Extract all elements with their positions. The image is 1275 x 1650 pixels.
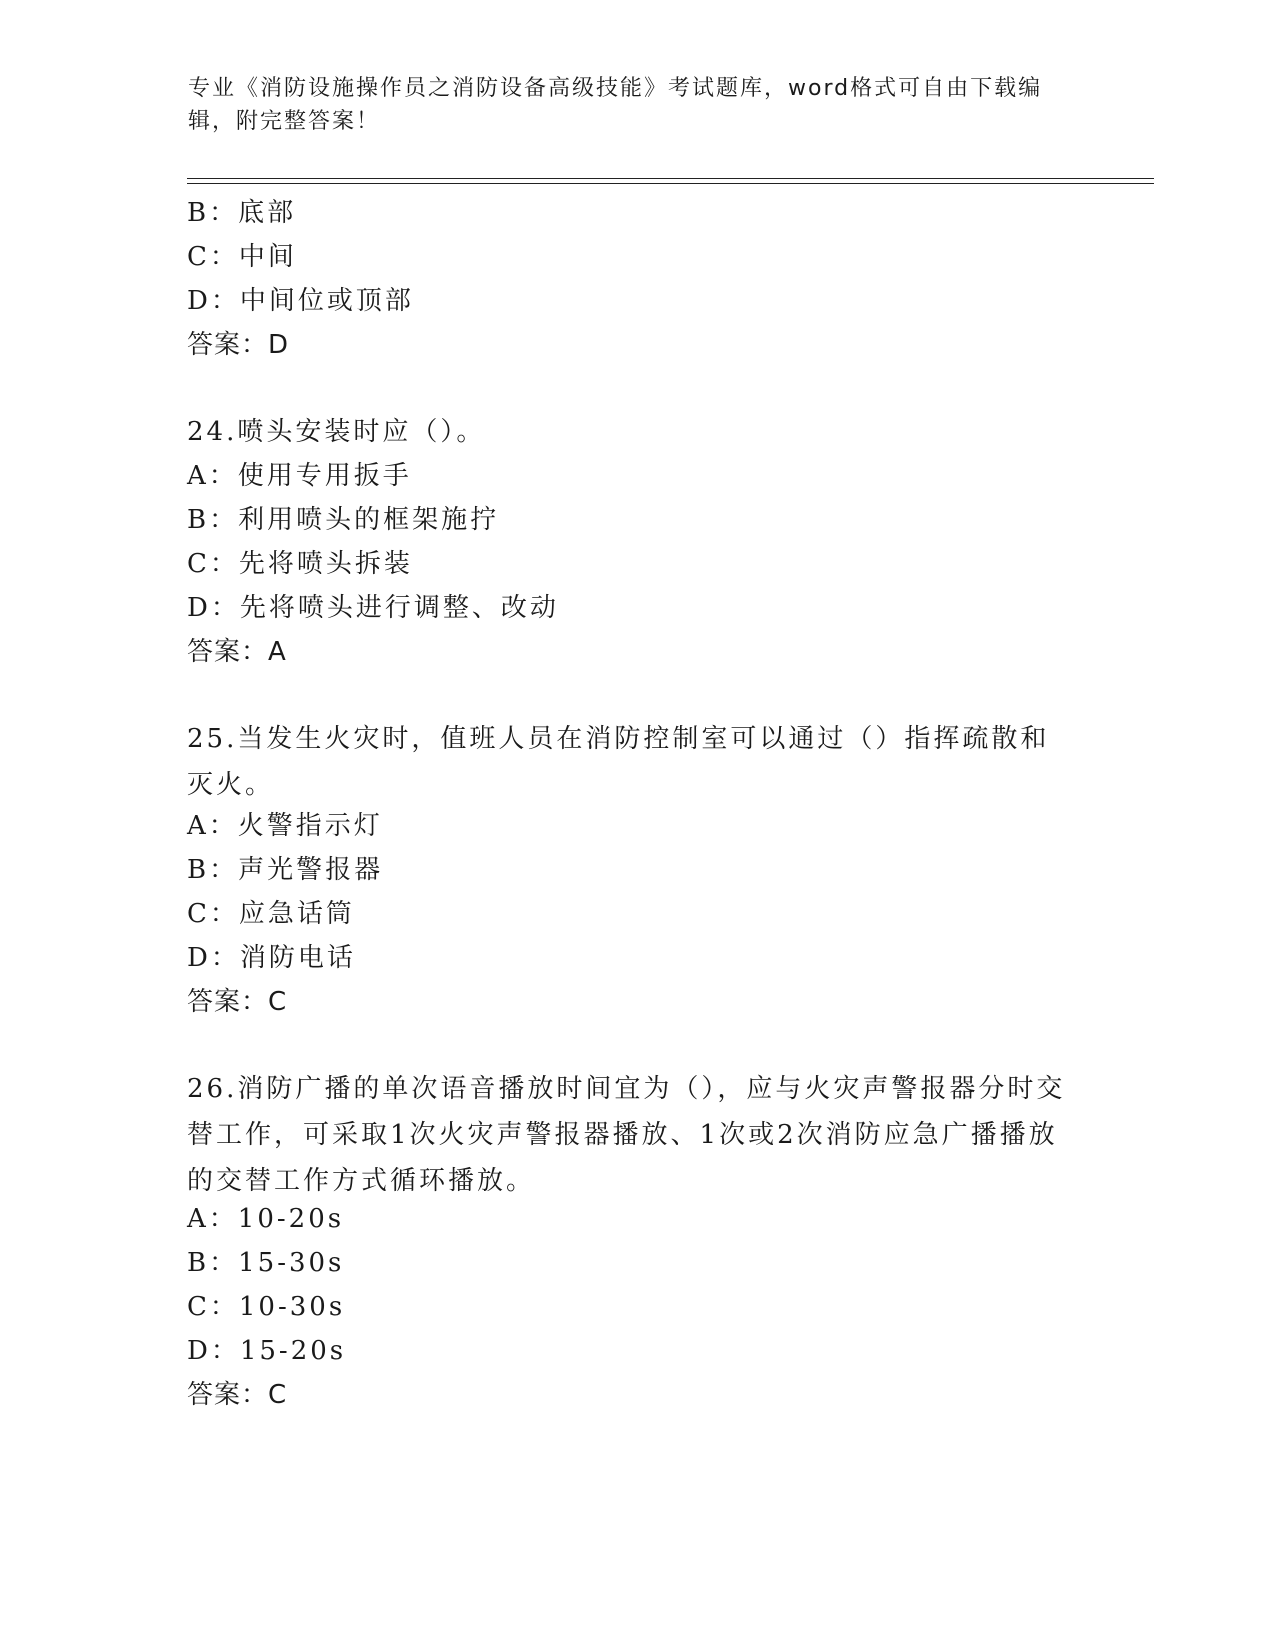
question-26-option-d: D：15-20s: [187, 1336, 347, 1366]
question-25-option-a: A：火警指示灯: [187, 811, 383, 841]
question-26-option-a: A：10-20s: [187, 1204, 345, 1234]
question-26-stem: 26.消防广播的单次语音播放时间宜为（），应与火灾声警报器分时交替工作，可采取1次火灾声警报器播放、1次或2次消防应急广播播放的交替工作方式循环播放。: [187, 1074, 1066, 1196]
question-24-option-b: B：利用喷头的框架施拧: [187, 505, 500, 535]
question-25-answer: 答案：C: [187, 987, 288, 1017]
question-25-stem: 25.当发生火灾时，值班人员在消防控制室可以通过（）指挥疏散和灭火。: [187, 724, 1050, 800]
question-26-option-b: B：15-30s: [187, 1248, 345, 1278]
question-26-answer: 答案：C: [187, 1380, 288, 1410]
header-divider-top: [187, 178, 1154, 179]
question-25-option-d: D：消防电话: [187, 943, 356, 973]
question-24-option-c: C：先将喷头拆装: [187, 549, 413, 579]
document-header: 专业《消防设施操作员之消防设备高级技能》考试题库，word格式可自由下载编辑，附完整答案！: [188, 76, 1043, 134]
question-24-option-a: A：使用专用扳手: [187, 461, 412, 491]
option-b: B：底部: [187, 198, 297, 228]
question-24-stem: 24.喷头安装时应（）。: [187, 417, 486, 447]
question-24-answer: 答案：A: [187, 637, 287, 667]
question-25-option-c: C：应急话筒: [187, 899, 355, 929]
header-divider-bottom: [187, 183, 1154, 184]
question-26-option-c: C：10-30s: [187, 1292, 346, 1322]
option-d: D：中间位或顶部: [187, 286, 414, 316]
question-24-option-d: D：先将喷头进行调整、改动: [187, 593, 559, 623]
option-c: C：中间: [187, 242, 297, 272]
answer: 答案：D: [187, 330, 290, 360]
question-25-option-b: B：声光警报器: [187, 855, 384, 885]
